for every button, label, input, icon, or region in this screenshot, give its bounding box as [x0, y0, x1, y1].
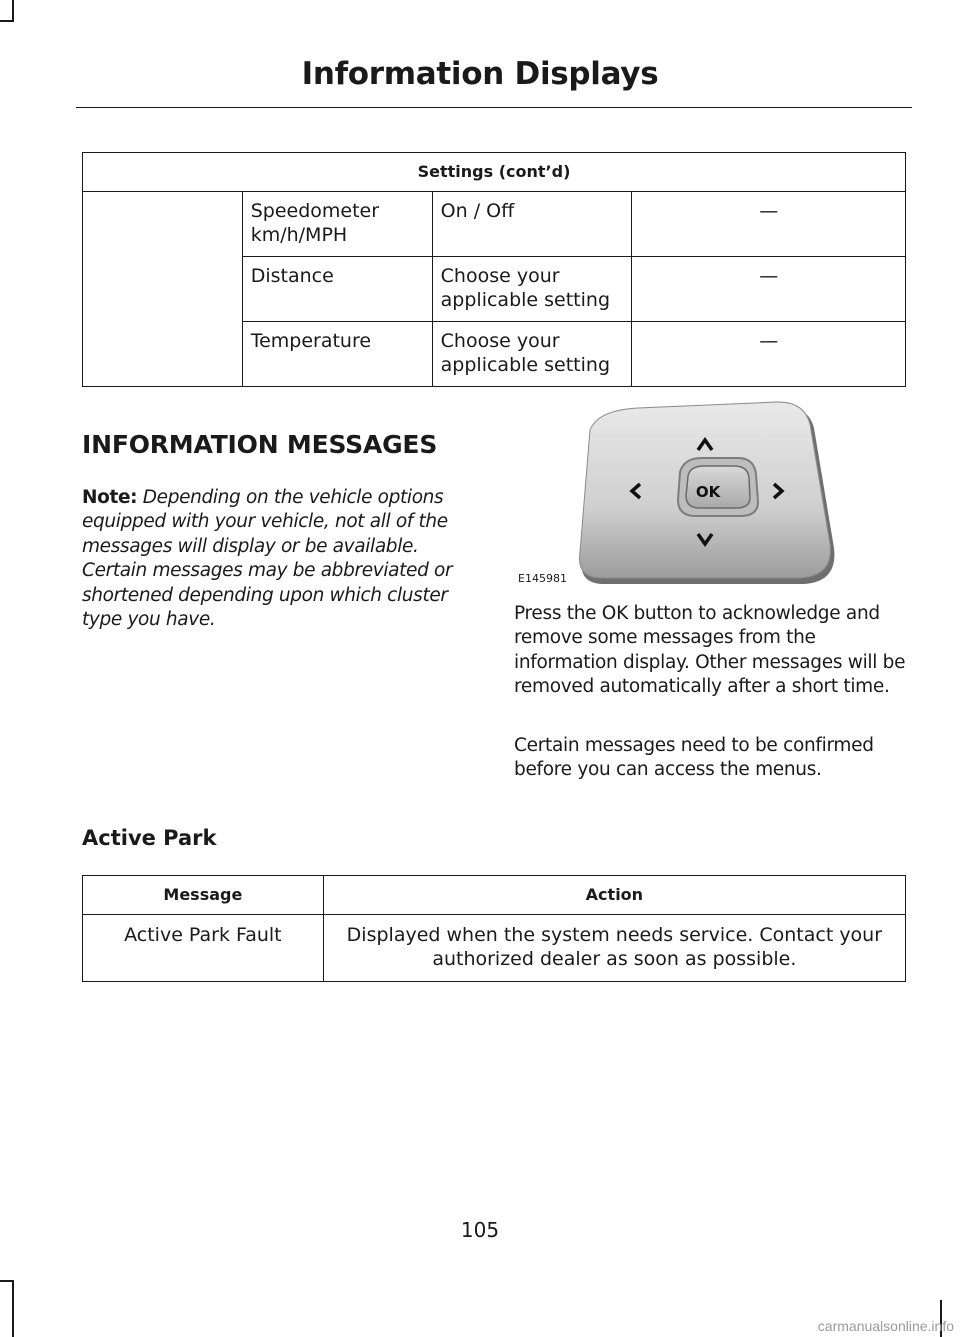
steering-wheel-controls-figure — [512, 398, 908, 590]
table-header-row — [83, 153, 906, 192]
figure-code: E145981 — [518, 572, 567, 585]
setting-option: Choose your applicable setting — [432, 257, 632, 322]
section-heading: INFORMATION MESSAGES — [82, 430, 438, 459]
crop-mark — [12, 0, 14, 20]
note-paragraph — [82, 486, 478, 632]
watermark: carmanualsonline.info — [817, 1318, 954, 1334]
column-header-action: Action — [323, 876, 905, 915]
subsection-heading: Active Park — [82, 826, 217, 850]
setting-option: On / Off — [432, 192, 632, 257]
crop-mark — [12, 1280, 14, 1337]
page-number: 105 — [460, 1218, 500, 1242]
settings-table — [82, 152, 906, 387]
setting-value: — — [632, 322, 906, 387]
setting-item: Distance — [242, 257, 432, 322]
setting-value: — — [632, 257, 906, 322]
table-cell-empty — [83, 192, 243, 387]
setting-item: Temperature — [242, 322, 432, 387]
body-paragraph: Certain messages need to be confirmed before you can access the menus. — [514, 735, 874, 781]
active-park-table — [82, 875, 906, 982]
page-title: Information Displays — [301, 56, 659, 92]
setting-value: — — [632, 192, 906, 257]
ok-button-label: OK — [695, 483, 721, 501]
setting-option: Choose your applicable setting — [432, 322, 632, 387]
column-header-message: Message — [83, 876, 324, 915]
message-cell: Active Park Fault — [83, 915, 324, 982]
header-divider — [76, 107, 912, 108]
crop-mark — [0, 1280, 14, 1282]
note-text: Depending on the vehicle options equipped with your vehicle, not all of the messages will display or be available. Certain messages may be abbreviated or shortened depending upon which cluster type you have. — [82, 487, 453, 631]
table-header-row — [83, 876, 906, 915]
action-cell: Displayed when the system needs service. Contact your authorized dealer as soon as possible. — [323, 915, 905, 982]
crop-mark — [0, 20, 14, 22]
setting-item: Speedometer km/h/MPH — [242, 192, 432, 257]
note-label: Note: — [82, 487, 138, 508]
body-paragraph: Press the OK button to acknowledge and remove some messages from the information display. Other messages will be removed automatically after a short time. — [514, 603, 906, 698]
table-title: Settings (cont’d) — [83, 153, 906, 192]
table-row — [83, 915, 906, 982]
table-row — [83, 192, 906, 257]
